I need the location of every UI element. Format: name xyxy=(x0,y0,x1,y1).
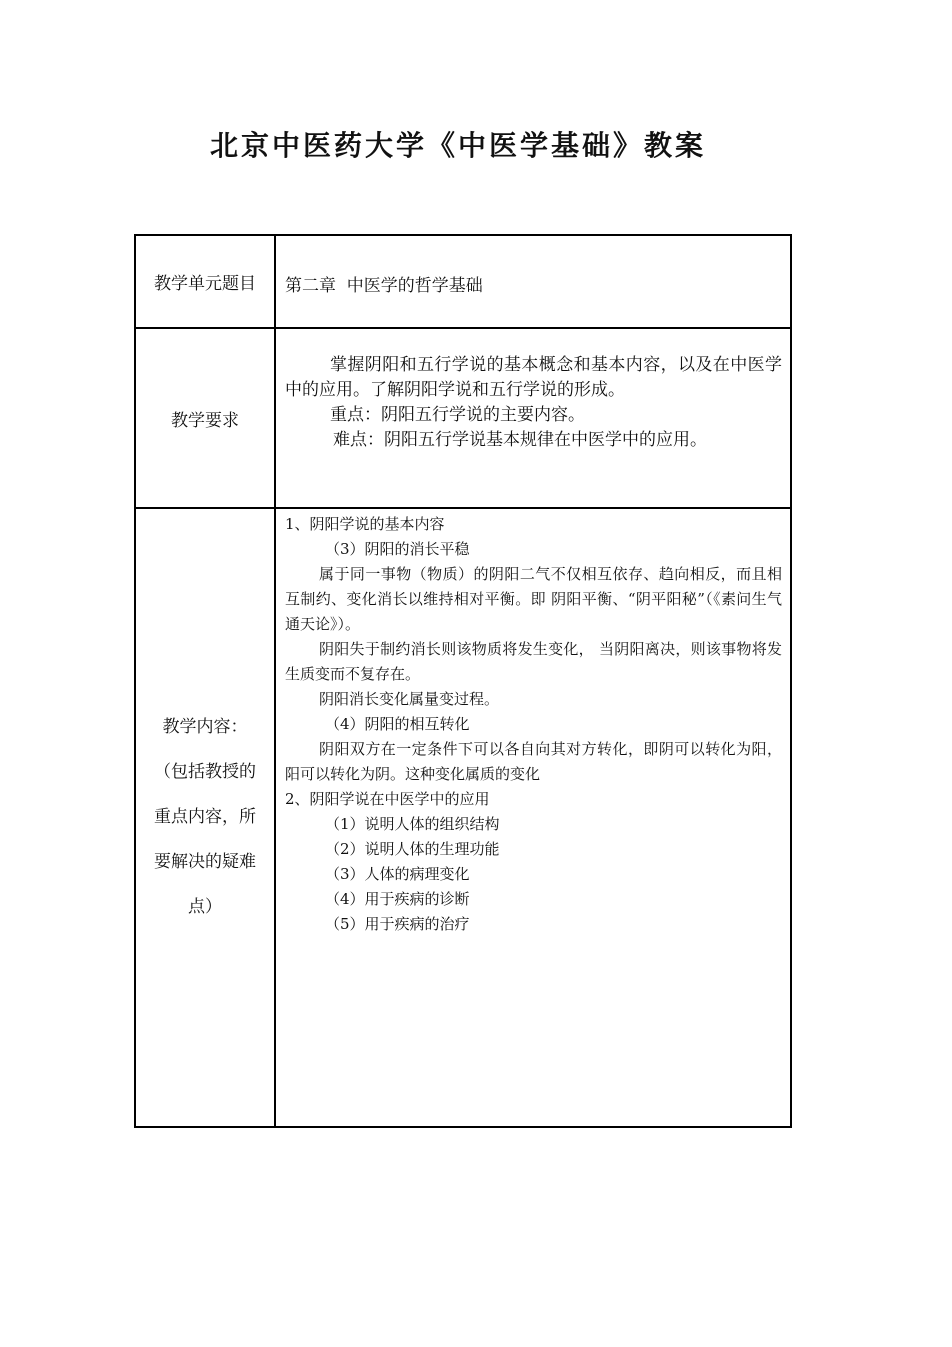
list-item: （3）人体的病理变化 xyxy=(325,865,470,883)
list-item: （5）用于疾病的治疗 xyxy=(325,915,470,933)
content-label-cell xyxy=(136,509,276,1126)
requirements-key-points: 重点：阴阳五行学说的主要内容。 xyxy=(330,405,585,425)
unit-row xyxy=(136,236,790,329)
content-label-line: 重点内容，所 xyxy=(154,807,256,827)
content-label-line: 教学内容： xyxy=(162,717,248,737)
list-item: （4）用于疾病的诊断 xyxy=(325,890,470,908)
unit-value-cell xyxy=(276,236,790,327)
subsection-heading: （4）阴阳的相互转化 xyxy=(325,715,470,733)
unit-label: 教学单元题目 xyxy=(136,236,276,327)
paragraph: 阴阳消长变化属量变过程。 xyxy=(319,690,500,708)
content-row xyxy=(136,509,790,1126)
requirements-row xyxy=(136,329,790,509)
content-label-line: （包括教授的 xyxy=(154,762,256,782)
section-heading: 1、阴阳学说的基本内容 xyxy=(285,515,445,533)
requirements-label: 教学要求 xyxy=(136,329,276,507)
list-item: （1）说明人体的组织结构 xyxy=(325,815,500,833)
subsection-heading: （3）阴阳的消长平稳 xyxy=(325,540,470,558)
content-label-line: 点） xyxy=(188,897,222,917)
paragraph: 阴阳失于制约消长则该物质将发生变化， 当阴阳离决，则该事物将发生质变而不复存在。 xyxy=(285,640,782,683)
paragraph: 属于同一事物（物质）的阴阳二气不仅相互依存、趋向相反，而且相互制约、变化消长以维持相对平衡。即 阴阳平衡、“阴平阳秘”（《素问生气通天论》）。 xyxy=(285,565,782,633)
paragraph: 阴阳双方在一定条件下可以各自向其对方转化，即阴可以转化为阳，阳可以转化为阴。这种变化属质的变化 xyxy=(285,740,782,783)
content-label-line: 要解决的疑难 xyxy=(154,852,256,872)
requirements-cell xyxy=(276,329,790,507)
lesson-plan-table xyxy=(134,234,792,1128)
list-item: （2）说明人体的生理功能 xyxy=(325,840,500,858)
document-title: 北京中医药大学《中医学基础》教案 xyxy=(209,129,706,162)
section-heading: 2、阴阳学说在中医学中的应用 xyxy=(285,790,490,808)
requirements-main: 掌握阴阳和五行学说的基本概念和基本内容，以及在中医学中的应用。了解阴阳学说和五行学说的形成。 xyxy=(285,355,782,400)
content-cell xyxy=(276,509,790,1126)
requirements-difficulties: 难点：阴阳五行学说基本规律在中医学中的应用。 xyxy=(333,430,707,450)
unit-value: 第二章 中医学的哲学基础 xyxy=(285,276,483,296)
